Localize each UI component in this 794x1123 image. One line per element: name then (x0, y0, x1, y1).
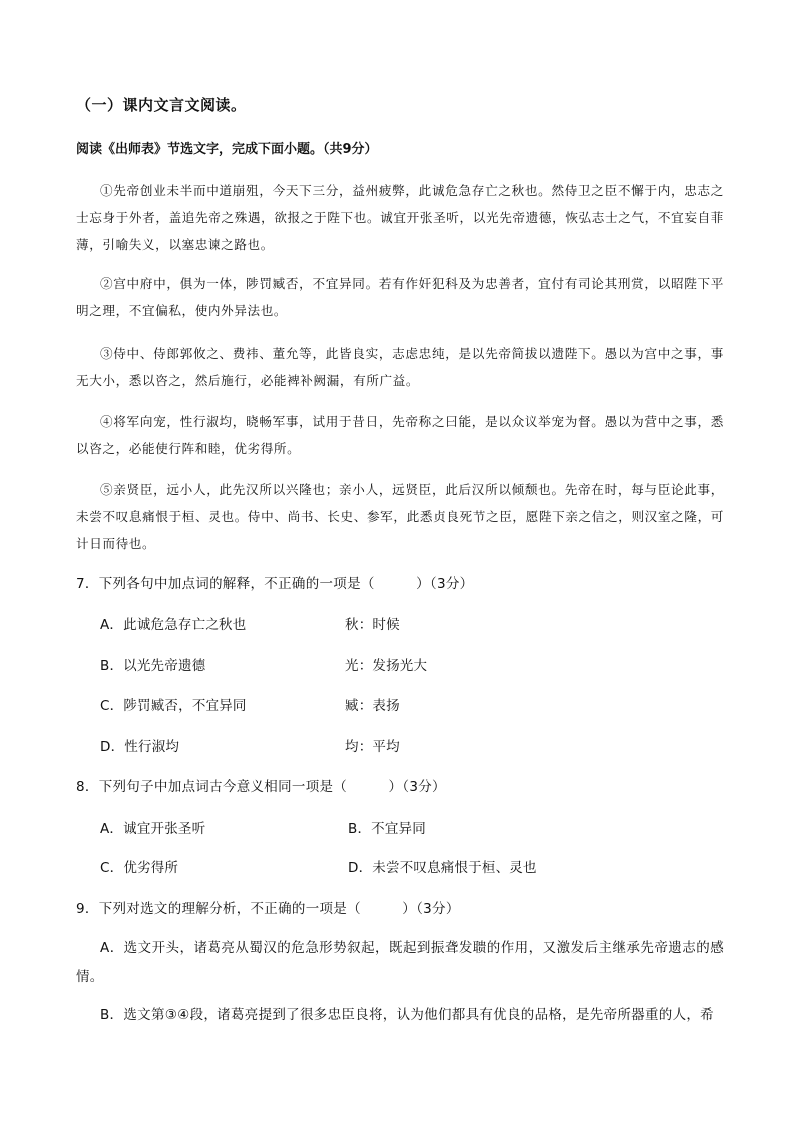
passage-paragraph-1: ①先帝创业未半而中道崩殂，今天下三分，益州疲弊，此诚危急存亡之秋也。然侍卫之臣不懈于内，忠志之士忘身于外者，盖追先帝之殊遇，欲报之于陛下也。诚宜开张圣听，以光先帝遗德，恢弘志士之气，不宜妄自菲薄，引喻失义，以塞忠谏之路也。 (76, 183, 724, 252)
q8-option-d: D．未尝不叹息痛恨于桓、灵也 (348, 860, 537, 876)
section-title: （一）课内文言文阅读。 (76, 96, 247, 114)
q7-option-d-meaning: 均：平均 (345, 739, 400, 755)
passage-paragraph-4: ④将军向宠，性行淑均，晓畅军事，试用于昔日，先帝称之曰能，是以众议举宠为督。愚以为营中之事，悉以咨之，必能使行阵和睦，优劣得所。 (76, 414, 724, 456)
q7-option-b-meaning: 光：发扬光大 (345, 658, 428, 674)
q7-option-b: B．以光先帝遗德 (100, 658, 206, 674)
question-7-stem: 7．下列各句中加点词的解释，不正确的一项是（ ）（3分） (76, 576, 474, 592)
q8-option-a: A．诚宜开张圣听 (100, 821, 206, 837)
q7-option-a-meaning: 秋：时候 (345, 617, 400, 633)
q8-option-b: B．不宜异同 (348, 821, 426, 837)
passage-paragraph-3: ③侍中、侍郎郭攸之、费祎、董允等，此皆良实，志虑忠纯，是以先帝简拔以遗陛下。愚以为宫中之事，事无大小，悉以咨之，然后施行，必能裨补阙漏，有所广益。 (76, 346, 724, 388)
q9-option-a: A．选文开头，诸葛亮从蜀汉的危急形势叙起，既起到振聋发聩的作用，又激发后主继承先帝遗志的感情。 (76, 940, 724, 985)
q7-option-c: C．陟罚臧否，不宜异同 (100, 698, 247, 714)
reading-instruction: 阅读《出师表》节选文字，完成下面小题。（共9分） (76, 142, 378, 157)
question-8-stem: 8．下列句子中加点词古今意义相同一项是（ ）（3分） (76, 779, 446, 795)
passage-paragraph-5: ⑤亲贤臣，远小人，此先汉所以兴隆也；亲小人，远贤臣，此后汉所以倾颓也。先帝在时，每与臣论此事，未尝不叹息痛恨于桓、灵也。侍中、尚书、长史、参军，此悉贞良死节之臣，愿陛下亲之信之，则汉室之隆，可计日而待也。 (76, 482, 724, 551)
question-9-stem: 9．下列对选文的理解分析，不正确的一项是（ ）（3分） (76, 901, 460, 917)
q7-option-c-meaning: 臧：表扬 (345, 698, 400, 714)
q8-option-c: C．优劣得所 (100, 860, 179, 876)
q9-option-b: B．选文第③④段，诸葛亮提到了很多忠臣良将，认为他们都具有优良的品格，是先帝所器重的人，希 (100, 1007, 714, 1023)
passage-paragraph-2: ②宫中府中，俱为一体，陟罚臧否，不宜异同。若有作奸犯科及为忠善者，宜付有司论其刑赏，以昭陛下平明之理，不宜偏私，使内外异法也。 (76, 276, 724, 318)
q7-option-d: D．性行淑均 (100, 739, 180, 755)
q7-option-a: A．此诚危急存亡之秋也 (100, 617, 247, 633)
